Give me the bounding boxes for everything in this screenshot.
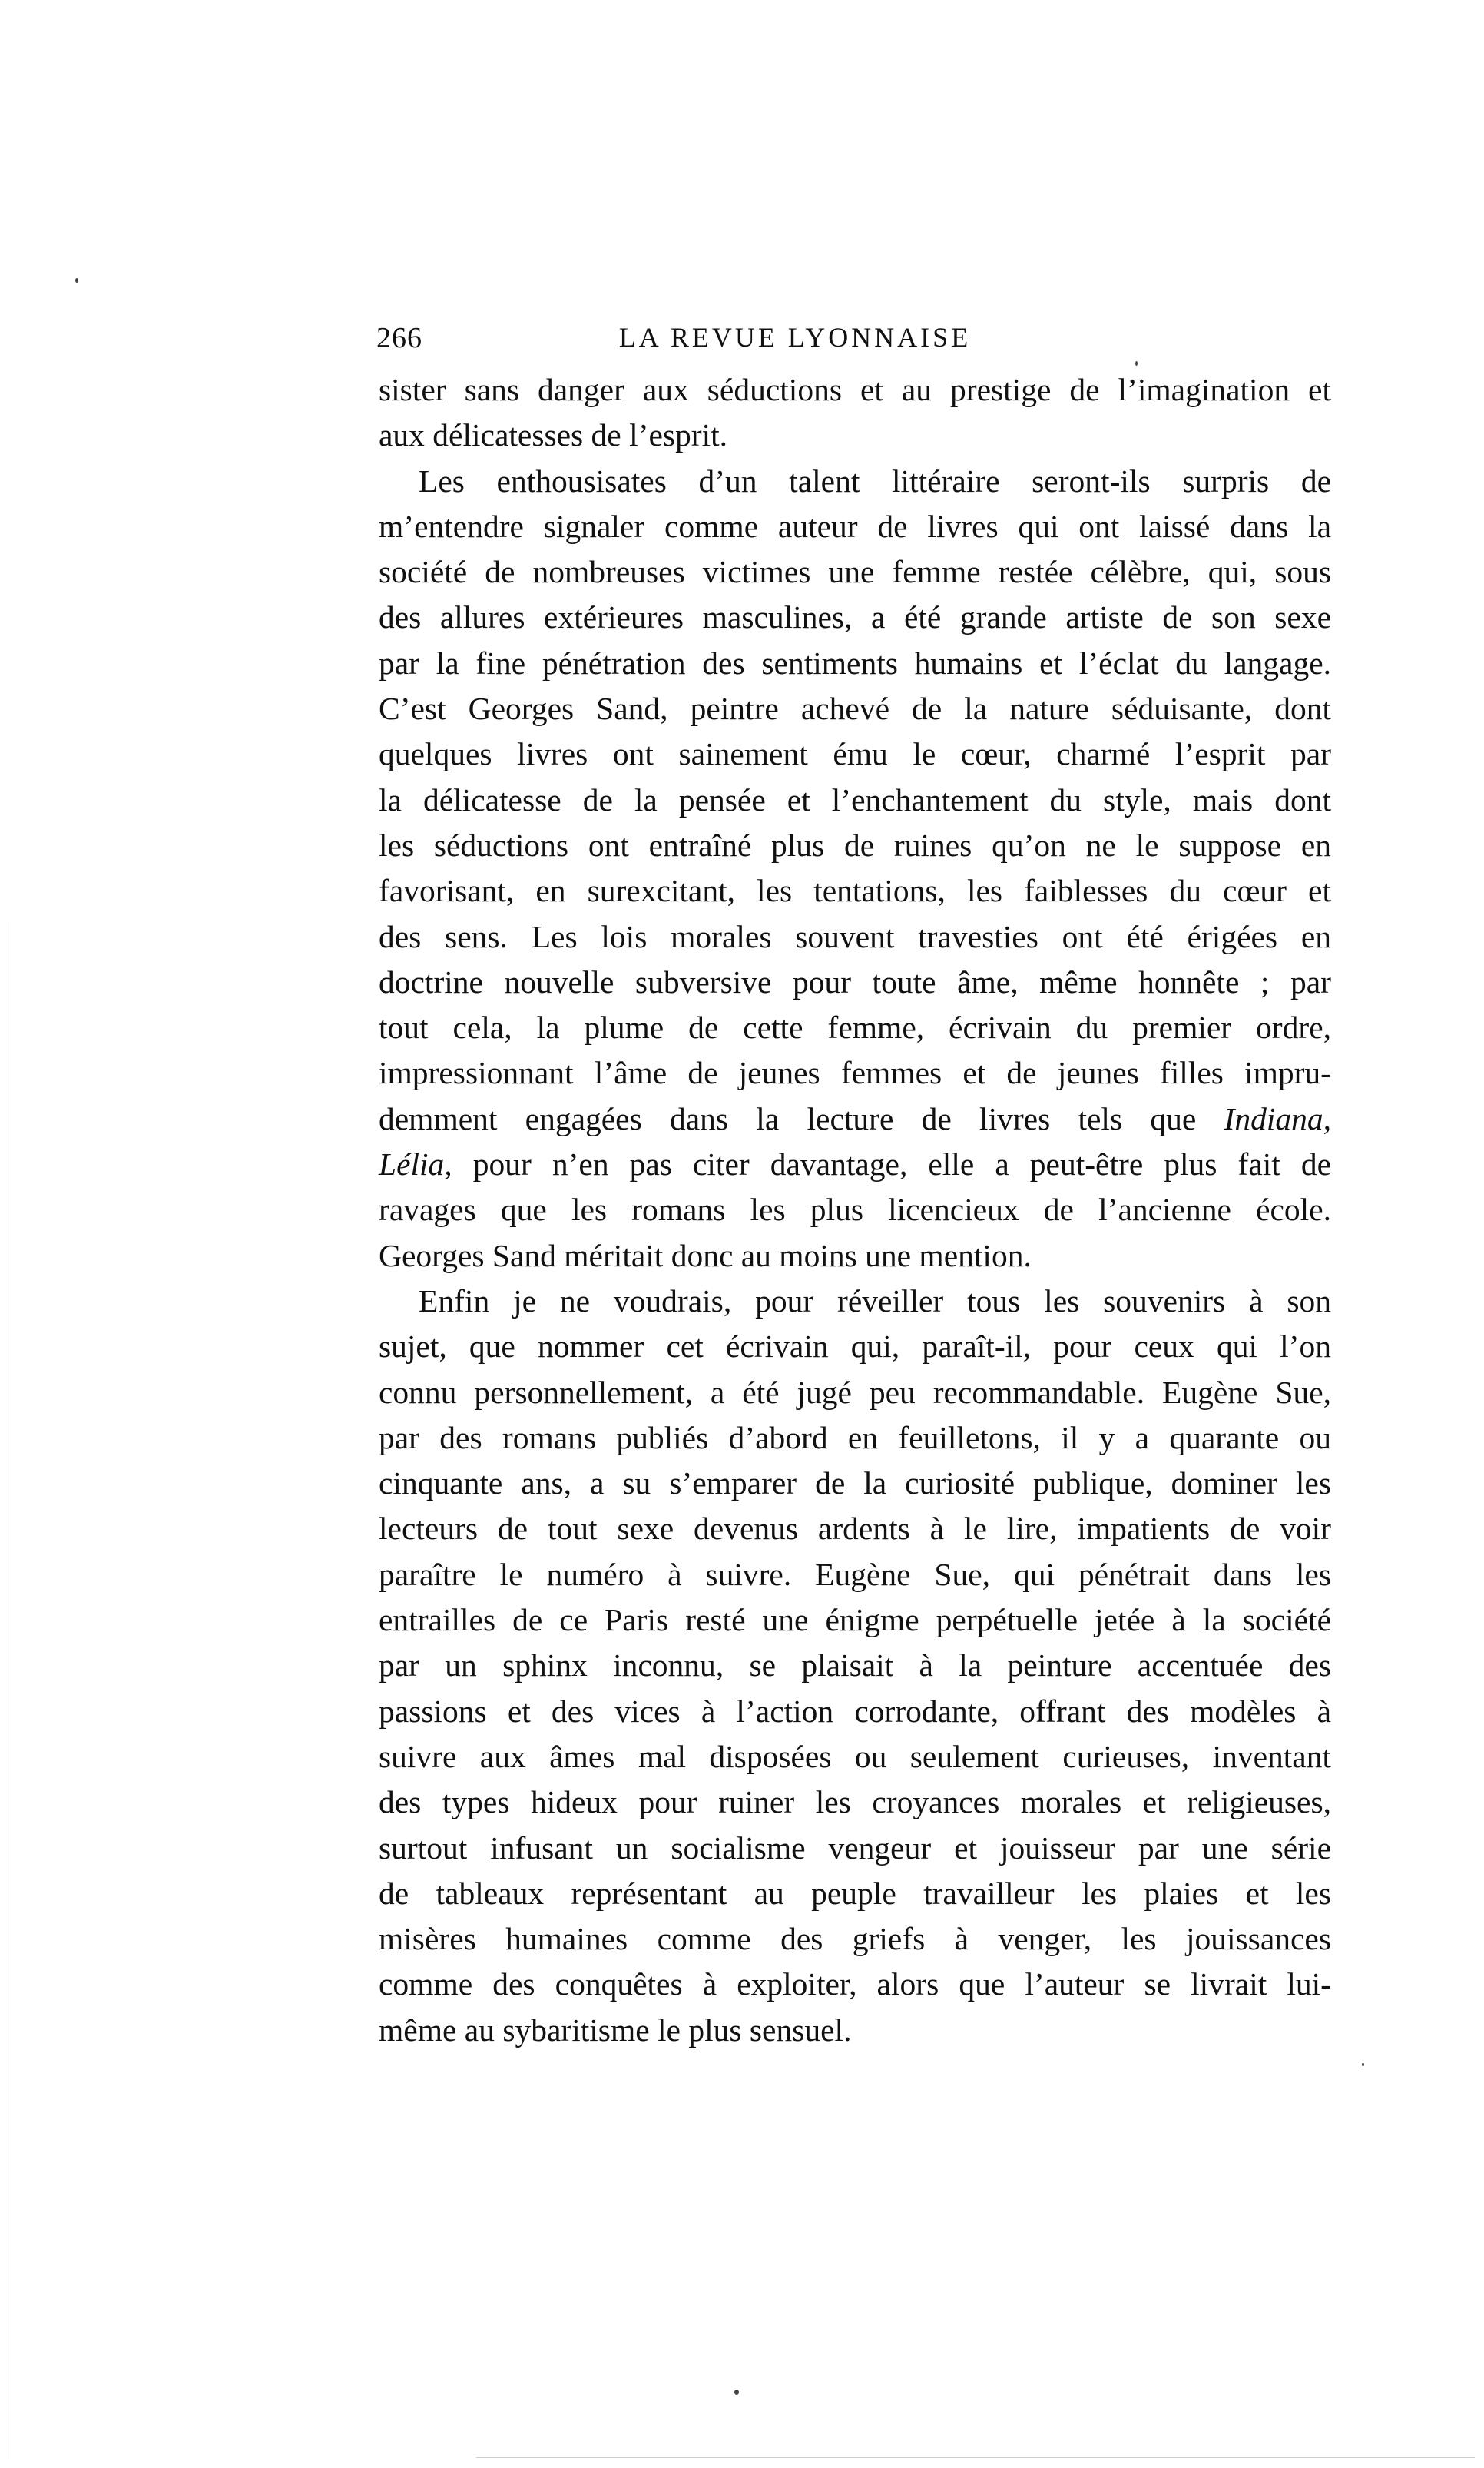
text-line: C’est Georges Sand, peintre achevé de la nature séduisante, dont <box>379 691 1331 727</box>
paragraph <box>379 367 1331 459</box>
text-line: cinquante ans, a su s’emparer de la curiosité publique, dominer les <box>379 1465 1331 1501</box>
paragraph <box>379 1279 1331 2053</box>
text-line: même au sybaritisme le plus sensuel. <box>379 2012 852 2048</box>
text-line: par des romans publiés d’abord en feuilletons, il y a quarante ou <box>379 1419 1331 1455</box>
text-line <box>379 1142 1331 1187</box>
text-line: Enfin je ne voudrais, pour réveiller tous les souvenirs à son <box>419 1282 1331 1319</box>
text-line: société de nombreuses victimes une femme restée célèbre, qui, sous <box>379 554 1331 590</box>
text-line: des sens. Les lois morales souvent travesties ont été érigées en <box>379 918 1331 954</box>
text-line: Georges Sand méritait donc au moins une mention. <box>379 1237 1032 1273</box>
text-line: par un sphinx inconnu, se plaisait à la peinture accentuée des <box>379 1647 1331 1683</box>
text-line: surtout infusant un socialisme vengeur et jouisseur par une série <box>379 1829 1331 1866</box>
italic-title-lelia: Lélia, <box>379 1146 452 1183</box>
text-line: des types hideux pour ruiner les croyances morales et religieuses, <box>379 1784 1331 1820</box>
scan-speck <box>1362 2063 1364 2066</box>
text-line: comme des conquêtes à exploiter, alors que l’auteur se livrait lui- <box>379 1966 1331 2002</box>
text-line: entrailles de ce Paris resté une énigme perpétuelle jetée à la société <box>379 1602 1331 1638</box>
text-line: quelques livres ont sainement ému le cœur, charmé l’esprit par <box>379 736 1331 772</box>
text-line: par la fine pénétration des sentiments humains et l’éclat du langage. <box>379 645 1331 681</box>
text-segment: demment engagées dans la lecture de livres tels que <box>379 1100 1197 1136</box>
text-line: misères humaines comme des griefs à venger, les jouissances <box>379 1921 1331 1957</box>
text-line <box>379 1096 1331 1142</box>
page-number: 266 <box>376 322 422 354</box>
page-body <box>379 367 1331 2053</box>
text-segment: pour n’en pas citer davantage, elle a peut-être plus fait de <box>472 1146 1332 1183</box>
paragraph <box>379 459 1331 1279</box>
text-line: favorisant, en surexcitant, les tentations, les faiblesses du cœur et <box>379 873 1331 909</box>
text-line: de tableaux représentant au peuple travailleur les plaies et les <box>379 1875 1331 1911</box>
scan-speck <box>1135 361 1138 366</box>
scan-speck <box>75 278 78 283</box>
scan-speck <box>734 2390 739 2395</box>
text-line: les séductions ont entraîné plus de ruines qu’on ne le suppose en <box>379 827 1331 863</box>
text-line: sister sans danger aux séductions et au prestige de l’imagination et <box>379 372 1331 407</box>
italic-title-indiana: Indiana, <box>1224 1100 1332 1136</box>
text-line: lecteurs de tout sexe devenus ardents à le lire, impatients de voir <box>379 1511 1331 1547</box>
running-title: LA REVUE LYONNAISE <box>618 322 972 353</box>
text-line: connu personnellement, a été jugé peu recommandable. Eugène Sue, <box>379 1374 1331 1410</box>
text-line: sujet, que nommer cet écrivain qui, paraît-il, pour ceux qui l’on <box>379 1329 1331 1365</box>
text-line: la délicatesse de la pensée et l’enchantement du style, mais dont <box>379 781 1331 818</box>
scan-bottom-edge <box>476 2457 1475 2458</box>
text-line: doctrine nouvelle subversive pour toute âme, même honnête ; par <box>379 964 1331 1000</box>
text-line: impressionnant l’âme de jeunes femmes et de jeunes filles impru- <box>379 1055 1331 1091</box>
text-line: Les enthousisates d’un talent littéraire seront-ils surpris de <box>419 463 1331 499</box>
text-line: tout cela, la plume de cette femme, écrivain du premier ordre, <box>379 1010 1331 1046</box>
text-line: ravages que les romans les plus licencieux de l’ancienne école. <box>379 1192 1331 1228</box>
text-line: des allures extérieures masculines, a été grande artiste de son sexe <box>379 599 1331 635</box>
text-line: passions et des vices à l’action corrodante, offrant des modèles à <box>379 1693 1331 1729</box>
text-line: suivre aux âmes mal disposées ou seulement curieuses, inventant <box>379 1738 1331 1774</box>
text-line: aux délicatesses de l’esprit. <box>379 417 728 453</box>
text-line: paraître le numéro à suivre. Eugène Sue, qui pénétrait dans les <box>379 1556 1331 1592</box>
page-header <box>376 321 1329 360</box>
text-line: m’entendre signaler comme auteur de livres qui ont laissé dans la <box>379 508 1331 544</box>
